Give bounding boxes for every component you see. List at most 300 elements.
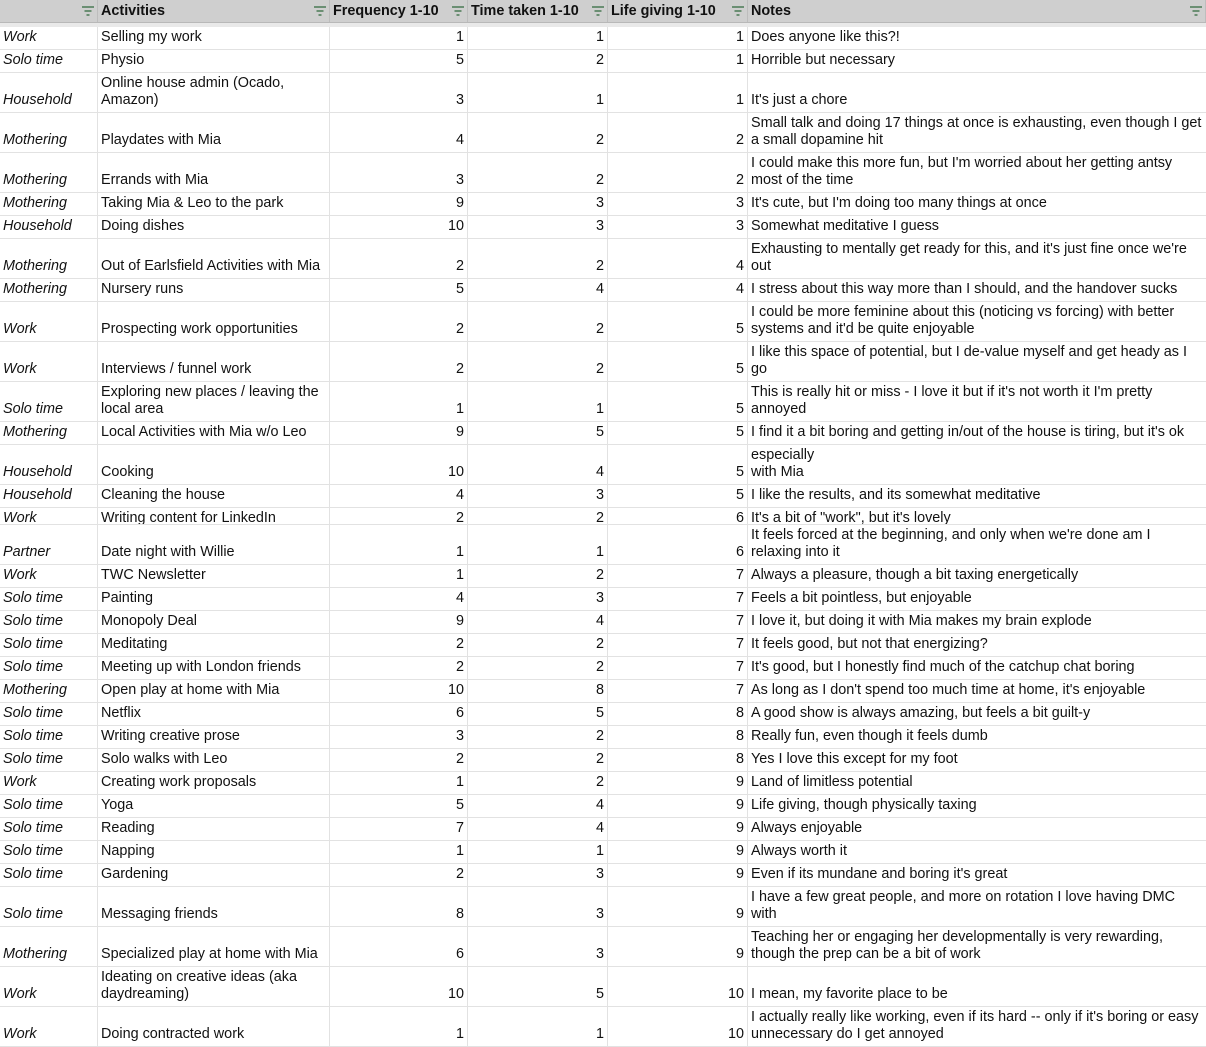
life-giving-cell[interactable]: 8 (608, 749, 748, 771)
category-cell[interactable]: Mothering (0, 927, 98, 966)
frequency-cell[interactable]: 4 (330, 588, 468, 610)
notes-text (751, 590, 972, 607)
notes-line: with (751, 906, 777, 922)
notes-cell[interactable] (748, 485, 1206, 507)
time-taken-cell[interactable]: 2 (468, 657, 608, 679)
activity-cell[interactable] (98, 927, 330, 966)
activity-cell[interactable] (98, 703, 330, 725)
time-taken-cell[interactable]: 3 (468, 588, 608, 610)
category-cell[interactable]: Work (0, 967, 98, 1006)
activity-text (101, 29, 202, 46)
notes-text (751, 195, 1047, 212)
notes-cell[interactable] (748, 239, 1206, 278)
time-taken-cell[interactable]: 3 (468, 216, 608, 238)
notes-text (751, 797, 977, 814)
activity-cell[interactable] (98, 680, 330, 702)
notes-cell[interactable] (748, 772, 1206, 794)
activity-cell[interactable] (98, 588, 330, 610)
time-taken-cell[interactable]: 2 (468, 342, 608, 381)
category-cell[interactable]: Solo time (0, 726, 98, 748)
activity-cell[interactable] (98, 279, 330, 301)
notes-cell[interactable] (748, 1007, 1206, 1046)
notes-text (751, 344, 1187, 378)
life-giving-cell[interactable]: 7 (608, 611, 748, 633)
time-taken-cell[interactable]: 2 (468, 302, 608, 341)
notes-text (751, 843, 847, 860)
table-row (0, 864, 1206, 887)
table-row (0, 680, 1206, 703)
table-row (0, 422, 1206, 445)
filter-icon[interactable] (732, 6, 744, 16)
notes-cell[interactable] (748, 113, 1206, 152)
frequency-cell[interactable]: 8 (330, 887, 468, 926)
notes-cell[interactable] (748, 279, 1206, 301)
activity-cell[interactable] (98, 887, 330, 926)
category-cell[interactable]: Household (0, 445, 98, 484)
activity-line: Meditating (101, 636, 168, 652)
activity-cell[interactable] (98, 73, 330, 112)
category-cell[interactable]: Solo time (0, 657, 98, 679)
life-giving-cell[interactable]: 9 (608, 818, 748, 840)
frequency-cell[interactable]: 3 (330, 73, 468, 112)
notes-line: It's a bit of "work", but it's lovely (751, 510, 951, 525)
life-giving-cell[interactable]: 7 (608, 565, 748, 587)
notes-text (751, 155, 1172, 189)
notes-text (751, 866, 1007, 883)
time-taken-cell[interactable]: 5 (468, 967, 608, 1006)
notes-cell[interactable] (748, 382, 1206, 421)
activity-text (101, 797, 133, 814)
table-row (0, 279, 1206, 302)
life-giving-cell[interactable]: 10 (608, 967, 748, 1006)
life-giving-cell[interactable]: 5 (608, 485, 748, 507)
frequency-cell[interactable]: 9 (330, 193, 468, 215)
frequency-cell[interactable]: 4 (330, 113, 468, 152)
notes-text (751, 241, 1187, 275)
notes-cell[interactable] (748, 657, 1206, 679)
category-cell[interactable]: Solo time (0, 611, 98, 633)
notes-cell[interactable] (748, 634, 1206, 656)
notes-line: I like this space of potential, but I de-value myself and get heady as I (751, 344, 1187, 360)
life-giving-cell[interactable]: 6 (608, 525, 748, 564)
notes-line: Land of limitless potential (751, 774, 913, 790)
frequency-cell[interactable]: 7 (330, 818, 468, 840)
life-giving-cell[interactable]: 7 (608, 634, 748, 656)
notes-cell[interactable] (748, 588, 1206, 610)
activity-line: daydreaming) (101, 986, 189, 1002)
time-taken-cell[interactable]: 5 (468, 703, 608, 725)
notes-cell[interactable] (748, 967, 1206, 1006)
notes-text (751, 1009, 1198, 1043)
notes-cell[interactable] (748, 508, 1206, 525)
activity-cell[interactable] (98, 508, 330, 525)
category-cell[interactable]: Solo time (0, 887, 98, 926)
table-row (0, 445, 1206, 485)
time-taken-cell[interactable]: 2 (468, 153, 608, 192)
notes-line: I find it a bit boring and getting in/out of the house is tiring, but it's ok (751, 424, 1185, 440)
life-giving-cell[interactable]: 10 (608, 1007, 748, 1046)
header-activities[interactable] (98, 0, 330, 22)
activity-line: Taking Mia & Leo to the park (101, 195, 284, 211)
activity-cell[interactable] (98, 772, 330, 794)
frequency-cell[interactable]: 5 (330, 50, 468, 72)
table-row (0, 657, 1206, 680)
category-cell[interactable]: Household (0, 485, 98, 507)
activity-cell[interactable] (98, 382, 330, 421)
life-giving-cell[interactable]: 7 (608, 657, 748, 679)
notes-cell[interactable] (748, 525, 1206, 564)
life-giving-cell[interactable]: 4 (608, 239, 748, 278)
notes-cell[interactable] (748, 27, 1206, 49)
notes-line: Always worth it (751, 843, 847, 859)
life-giving-cell[interactable]: 9 (608, 795, 748, 817)
time-taken-cell[interactable]: 3 (468, 864, 608, 886)
time-taken-cell[interactable]: 3 (468, 485, 608, 507)
activity-cell[interactable] (98, 342, 330, 381)
activity-cell[interactable] (98, 795, 330, 817)
activity-cell[interactable] (98, 525, 330, 564)
header-notes[interactable] (748, 0, 1206, 22)
activity-text (101, 52, 144, 69)
frequency-cell[interactable]: 2 (330, 657, 468, 679)
notes-cell[interactable] (748, 422, 1206, 444)
life-giving-cell[interactable]: 1 (608, 27, 748, 49)
activity-cell[interactable] (98, 967, 330, 1006)
table-row (0, 27, 1206, 50)
notes-cell[interactable] (748, 193, 1206, 215)
frequency-cell[interactable]: 6 (330, 927, 468, 966)
notes-text (751, 304, 1174, 338)
activity-line: Physio (101, 52, 145, 68)
activity-cell[interactable] (98, 113, 330, 152)
activity-cell[interactable] (98, 50, 330, 72)
notes-cell[interactable] (748, 73, 1206, 112)
category-cell[interactable]: Solo time (0, 864, 98, 886)
category-cell[interactable]: Work (0, 565, 98, 587)
activity-cell[interactable] (98, 153, 330, 192)
notes-line: with Mia (751, 464, 804, 480)
header-frequency[interactable] (330, 0, 468, 22)
frequency-cell[interactable]: 1 (330, 27, 468, 49)
activity-line: Selling my work (101, 29, 202, 45)
time-taken-cell[interactable]: 8 (468, 680, 608, 702)
frequency-cell[interactable]: 2 (330, 342, 468, 381)
frequency-cell[interactable]: 1 (330, 772, 468, 794)
category-cell[interactable]: Solo time (0, 841, 98, 863)
life-giving-cell[interactable]: 6 (608, 508, 748, 525)
activity-text (101, 728, 240, 745)
notes-cell[interactable] (748, 841, 1206, 863)
frequency-cell[interactable]: 10 (330, 445, 468, 484)
notes-cell[interactable] (748, 749, 1206, 771)
frequency-cell[interactable]: 2 (330, 864, 468, 886)
notes-cell[interactable] (748, 50, 1206, 72)
table-row (0, 772, 1206, 795)
category-cell[interactable]: Work (0, 1007, 98, 1046)
time-taken-cell[interactable]: 2 (468, 634, 608, 656)
activity-text (101, 361, 251, 378)
category-cell[interactable]: Work (0, 772, 98, 794)
frequency-cell[interactable]: 2 (330, 749, 468, 771)
category-cell[interactable]: Solo time (0, 818, 98, 840)
life-giving-cell[interactable]: 9 (608, 927, 748, 966)
life-giving-cell[interactable]: 9 (608, 864, 748, 886)
table-row (0, 73, 1206, 113)
category-cell[interactable]: Solo time (0, 634, 98, 656)
category-cell[interactable]: Solo time (0, 703, 98, 725)
notes-cell[interactable] (748, 445, 1206, 484)
notes-line: go (751, 361, 768, 377)
activity-line: Doing dishes (101, 218, 185, 234)
header-time-taken[interactable] (468, 0, 608, 22)
activity-cell[interactable] (98, 864, 330, 886)
notes-cell[interactable] (748, 703, 1206, 725)
activity-cell[interactable] (98, 445, 330, 484)
life-giving-cell[interactable]: 2 (608, 113, 748, 152)
notes-line: It's good, but I honestly find much of the catchup chat boring (751, 659, 1135, 675)
activity-line: Ideating on creative ideas (aka (101, 969, 297, 985)
notes-cell[interactable] (748, 818, 1206, 840)
life-giving-cell[interactable]: 1 (608, 50, 748, 72)
activity-cell[interactable] (98, 1007, 330, 1046)
notes-cell[interactable] (748, 216, 1206, 238)
notes-line: Horrible but necessary (751, 52, 895, 68)
notes-text (751, 820, 862, 837)
activity-cell[interactable] (98, 726, 330, 748)
frequency-cell[interactable]: 1 (330, 382, 468, 421)
life-giving-cell[interactable]: 5 (608, 342, 748, 381)
time-taken-cell[interactable]: 2 (468, 508, 608, 525)
activity-text (101, 195, 283, 212)
time-taken-cell[interactable]: 3 (468, 193, 608, 215)
life-giving-cell[interactable]: 9 (608, 772, 748, 794)
notes-cell[interactable] (748, 611, 1206, 633)
header-category[interactable] (0, 0, 98, 22)
time-taken-cell[interactable]: 1 (468, 27, 608, 49)
time-taken-cell[interactable]: 1 (468, 382, 608, 421)
category-cell[interactable]: Work (0, 27, 98, 49)
category-cell[interactable]: Work (0, 302, 98, 341)
category-cell[interactable]: Mothering (0, 279, 98, 301)
time-taken-cell[interactable]: 2 (468, 772, 608, 794)
notes-text (751, 774, 913, 791)
time-taken-cell[interactable]: 3 (468, 927, 608, 966)
activity-cell[interactable] (98, 611, 330, 633)
notes-cell[interactable] (748, 887, 1206, 926)
activity-line: local area (101, 401, 164, 417)
time-taken-cell[interactable]: 4 (468, 795, 608, 817)
activity-text (101, 464, 154, 481)
time-taken-cell[interactable]: 4 (468, 279, 608, 301)
activity-line: Meeting up with London friends (101, 659, 302, 675)
activity-cell[interactable] (98, 216, 330, 238)
life-giving-cell[interactable]: 5 (608, 382, 748, 421)
category-cell[interactable]: Solo time (0, 795, 98, 817)
life-giving-cell[interactable]: 3 (608, 216, 748, 238)
notes-line: It's just a chore (751, 92, 848, 108)
life-giving-cell[interactable]: 4 (608, 279, 748, 301)
notes-cell[interactable] (748, 153, 1206, 192)
category-cell[interactable]: Mothering (0, 422, 98, 444)
filter-icon[interactable] (82, 6, 94, 16)
category-cell[interactable]: Mothering (0, 113, 98, 152)
time-taken-cell[interactable]: 1 (468, 1007, 608, 1046)
activity-line: Netflix (101, 705, 141, 721)
life-giving-cell[interactable]: 2 (608, 153, 748, 192)
category-cell[interactable]: Mothering (0, 680, 98, 702)
category-cell[interactable]: Household (0, 73, 98, 112)
activity-cell[interactable] (98, 485, 330, 507)
category-cell[interactable]: Household (0, 216, 98, 238)
notes-text (751, 567, 1078, 584)
notes-line: Small talk and doing 17 things at once is exhausting, even though I get (751, 115, 1202, 131)
frequency-cell[interactable]: 5 (330, 795, 468, 817)
activity-text (101, 258, 320, 275)
life-giving-cell[interactable]: 7 (608, 680, 748, 702)
notes-line: especially (751, 447, 815, 463)
frequency-cell[interactable]: 2 (330, 508, 468, 525)
activity-cell[interactable] (98, 27, 330, 49)
activity-line: Nursery runs (101, 281, 184, 297)
life-giving-cell[interactable]: 7 (608, 588, 748, 610)
frequency-cell[interactable]: 6 (330, 703, 468, 725)
frequency-cell[interactable]: 2 (330, 302, 468, 341)
notes-text (751, 115, 1201, 149)
activity-cell[interactable] (98, 239, 330, 278)
category-cell[interactable]: Solo time (0, 382, 98, 421)
table-row (0, 818, 1206, 841)
activity-cell[interactable] (98, 818, 330, 840)
life-giving-cell[interactable]: 9 (608, 887, 748, 926)
time-taken-cell[interactable]: 2 (468, 726, 608, 748)
activity-cell[interactable] (98, 422, 330, 444)
category-cell[interactable]: Mothering (0, 193, 98, 215)
frequency-cell[interactable]: 1 (330, 525, 468, 564)
category-cell[interactable]: Mothering (0, 153, 98, 192)
time-taken-cell[interactable]: 2 (468, 50, 608, 72)
frequency-cell[interactable]: 3 (330, 726, 468, 748)
time-taken-cell[interactable]: 2 (468, 239, 608, 278)
header-label: Activities (101, 2, 165, 19)
table-row (0, 508, 1206, 525)
time-taken-cell[interactable]: 3 (468, 887, 608, 926)
life-giving-cell[interactable]: 5 (608, 445, 748, 484)
filter-icon[interactable] (1190, 6, 1202, 16)
notes-cell[interactable] (748, 342, 1206, 381)
activity-cell[interactable] (98, 841, 330, 863)
notes-line: though the prep can be a bit of work (751, 946, 981, 962)
frequency-cell[interactable]: 2 (330, 634, 468, 656)
frequency-cell[interactable]: 9 (330, 611, 468, 633)
frequency-cell[interactable]: 1 (330, 565, 468, 587)
activity-cell[interactable] (98, 657, 330, 679)
activity-cell[interactable] (98, 565, 330, 587)
category-cell[interactable]: Partner (0, 525, 98, 564)
filter-icon[interactable] (592, 6, 604, 16)
category-cell[interactable]: Work (0, 508, 98, 525)
notes-cell[interactable] (748, 927, 1206, 966)
frequency-cell[interactable]: 2 (330, 239, 468, 278)
notes-cell[interactable] (748, 302, 1206, 341)
activity-cell[interactable] (98, 634, 330, 656)
activity-cell[interactable] (98, 302, 330, 341)
notes-cell[interactable] (748, 726, 1206, 748)
notes-text (751, 445, 1203, 481)
frequency-cell[interactable]: 1 (330, 841, 468, 863)
life-giving-cell[interactable]: 3 (608, 193, 748, 215)
category-cell[interactable]: Work (0, 342, 98, 381)
activity-text (101, 751, 227, 768)
table-row (0, 113, 1206, 153)
activity-line: Local Activities with Mia w/o Leo (101, 424, 307, 440)
frequency-cell[interactable]: 10 (330, 216, 468, 238)
notes-line: I have a few great people, and more on rotation I love having DMC (751, 889, 1175, 905)
notes-text (751, 929, 1163, 963)
category-cell[interactable]: Solo time (0, 588, 98, 610)
notes-cell[interactable] (748, 795, 1206, 817)
life-giving-cell[interactable]: 5 (608, 302, 748, 341)
category-cell[interactable]: Solo time (0, 50, 98, 72)
time-taken-cell[interactable]: 2 (468, 113, 608, 152)
notes-text (751, 510, 951, 525)
life-giving-cell[interactable]: 8 (608, 726, 748, 748)
table-row (0, 239, 1206, 279)
time-taken-cell[interactable]: 2 (468, 565, 608, 587)
activity-line: Solo walks with Leo (101, 751, 228, 767)
activity-line: Monopoly Deal (101, 613, 197, 629)
activity-cell[interactable] (98, 749, 330, 771)
notes-cell[interactable] (748, 565, 1206, 587)
time-taken-cell[interactable]: 1 (468, 841, 608, 863)
notes-line: Life giving, though physically taxing (751, 797, 977, 813)
notes-cell[interactable] (748, 864, 1206, 886)
activity-text (101, 424, 307, 441)
activity-cell[interactable] (98, 193, 330, 215)
frequency-cell[interactable]: 5 (330, 279, 468, 301)
time-taken-cell[interactable]: 4 (468, 818, 608, 840)
activity-text (101, 487, 225, 504)
frequency-cell[interactable]: 3 (330, 153, 468, 192)
time-taken-cell[interactable]: 2 (468, 749, 608, 771)
time-taken-cell[interactable]: 1 (468, 525, 608, 564)
time-taken-cell[interactable]: 4 (468, 611, 608, 633)
frequency-cell[interactable]: 9 (330, 422, 468, 444)
notes-line: I actually really like working, even if its hard -- only if it's boring or easy (751, 1009, 1199, 1025)
time-taken-cell[interactable]: 5 (468, 422, 608, 444)
time-taken-cell[interactable]: 4 (468, 445, 608, 484)
notes-line: out (751, 258, 772, 274)
activity-text (101, 682, 279, 699)
category-cell[interactable]: Solo time (0, 749, 98, 771)
category-cell[interactable]: Mothering (0, 239, 98, 278)
life-giving-cell[interactable]: 9 (608, 841, 748, 863)
header-life-giving[interactable] (608, 0, 748, 22)
frequency-cell[interactable]: 10 (330, 967, 468, 1006)
frequency-cell[interactable]: 4 (330, 485, 468, 507)
activity-text (101, 544, 235, 561)
frequency-cell[interactable]: 1 (330, 1007, 468, 1046)
activity-line: Cooking (101, 464, 154, 480)
filter-icon[interactable] (314, 6, 326, 16)
filter-icon[interactable] (452, 6, 464, 16)
notes-cell[interactable] (748, 680, 1206, 702)
time-taken-cell[interactable]: 1 (468, 73, 608, 112)
life-giving-cell[interactable]: 8 (608, 703, 748, 725)
frequency-cell[interactable]: 10 (330, 680, 468, 702)
life-giving-cell[interactable]: 1 (608, 73, 748, 112)
table-row (0, 967, 1206, 1007)
life-giving-cell[interactable]: 5 (608, 422, 748, 444)
